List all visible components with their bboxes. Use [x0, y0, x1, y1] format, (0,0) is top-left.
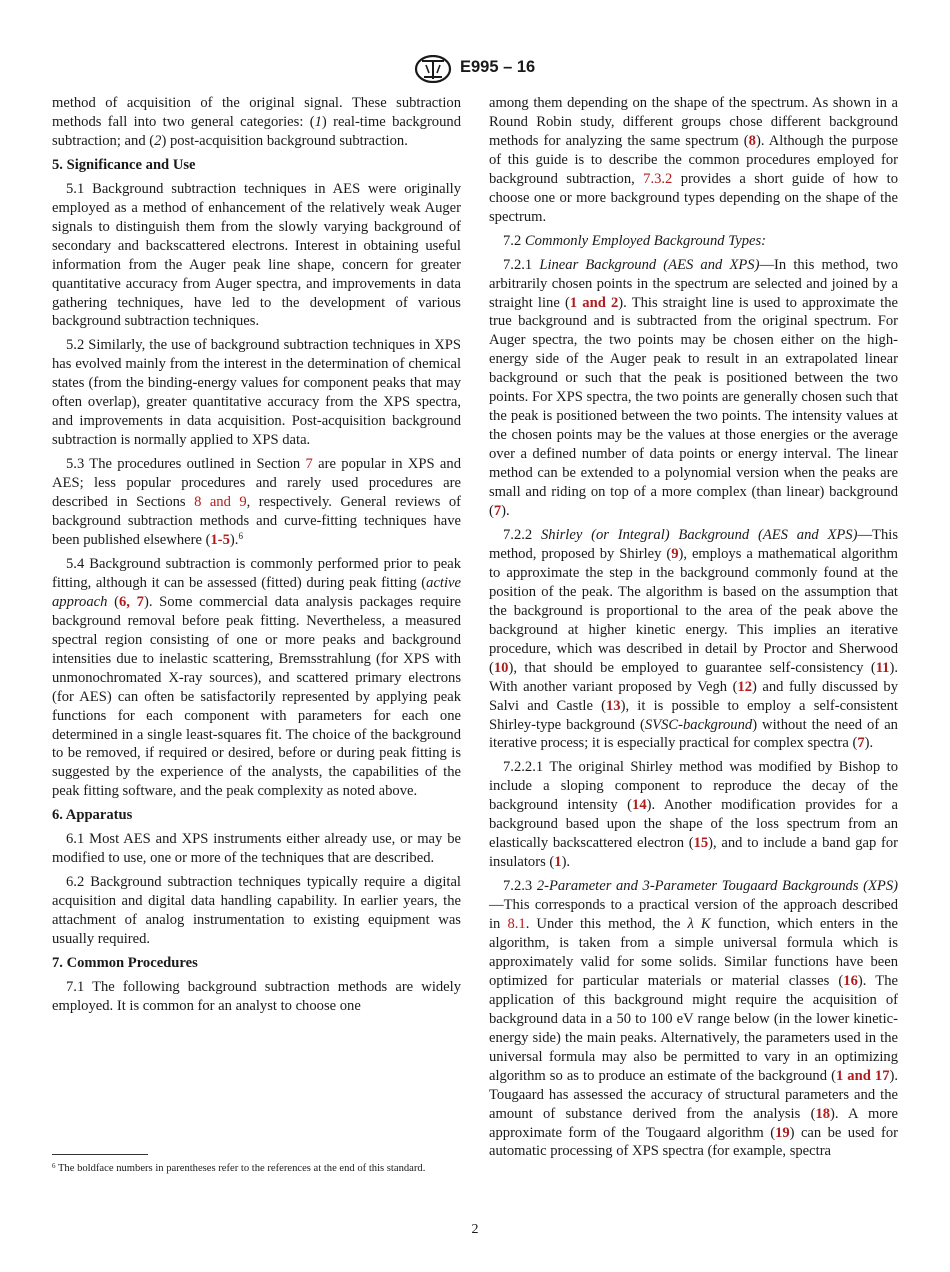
paragraph-7-1: 7.1 The following background subtraction methods are widely employed. It is common for an analyst to choose one	[52, 978, 461, 1014]
reference-link[interactable]: 1 and 17	[835, 1067, 890, 1084]
section-heading-5: 5. Significance and Use	[52, 156, 196, 173]
section-heading-7: 7. Common Procedures	[52, 954, 198, 971]
section-link-7[interactable]: 7	[305, 456, 313, 473]
reference-link[interactable]: 8	[748, 132, 756, 149]
footnote: $^6$ The boldface numbers in parentheses refer to the references at the end of this standard.	[52, 1162, 426, 1174]
reference-link[interactable]: 1	[554, 854, 562, 871]
reference-link[interactable]: 7	[857, 735, 865, 752]
footnote-marker: 6	[238, 530, 243, 541]
section-heading-6: 6. Apparatus	[52, 807, 133, 824]
paragraph-intro-continued: method of acquisition of the original signal. These subtraction methods fall into two general categories: (1) real-time background subtraction; and (2) post-acquisition background subtraction.	[52, 95, 461, 149]
reference-link[interactable]: 11	[875, 659, 890, 676]
section-link-8-1[interactable]: 8.1	[507, 916, 526, 933]
right-column	[489, 94, 898, 1166]
document-id: E995 – 16	[460, 58, 536, 76]
section-link-8-9[interactable]: 8 and 9	[194, 494, 247, 511]
reference-link[interactable]: 10	[493, 659, 509, 676]
reference-link[interactable]: 6, 7	[118, 593, 144, 610]
paragraph-7-2-3: 7.2.3 2-Parameter and 3-Parameter Tougaard Backgrounds (XPS)—This corresponds to a practical version of the approach described in 8.1. Under this method, the λ K function, which enters in the algorithm, is taken from a simple universal formula which is approximately valid for some solids. Similar functions have been optimized for particular materials or material classes (16). The application of this background might require the acquisition of background data in a 50 to 100 eV range below (in the lower kinetic-energy side) the main peaks. Alternatively, the parameters used in the universal formula may also be permitted to vary in an optimizing algorithm so as to produce an estimate of the background (1 and 17). Tougaard has assessed the accuracy of structural parameters and the amount of substance derived from the analysis (18). A more approximate form of the Tougaard algorithm (19) can be used for automatic processing of XPS spectra (for example, spectra	[489, 878, 899, 1160]
reference-link[interactable]: 1 and 2	[569, 294, 619, 311]
reference-link[interactable]: 19	[775, 1124, 790, 1141]
paragraph-5-1: 5.1 Background subtraction techniques in AES were originally employed as a method of enhancement of the relatively weak Auger signals to distinguish them from the slowly varying background of secondary and backscattered electrons. Interest in obtaining useful information from the Auger peak line shape, concern for greater quantitative accuracy from Auger spectra, and improvements in data gathering techniques, have led to the development of various background subtraction techniques.	[52, 180, 461, 330]
paragraph-5-3: 5.3 The procedures outlined in Section 7 are popular in XPS and AES; less popular procedures and rarely used procedures are described in Sections 8 and 9, respectively. General reviews of background subtraction methods and curve-fitting techniques have been published elsewhere (1-5).$^6$	[52, 456, 462, 548]
paragraph-7-2-1: 7.2.1 Linear Background (AES and XPS)—In this method, two arbitrarily chosen points in the spectrum are selected and joined by a straight line (1 and 2). This straight line is used to approximate the true background and is subtracted from the original spectrum. For Auger spectra, the two points may be chosen either on the high-energy side of the Auger peak to result in an extrapolated linear background or such that the peak is positioned between the two points. For XPS spectra, the two points are generally chosen such that the peak is positioned between the two points. The intensity values at the chosen points may be the values at those energies or the average over a defined number of data points or energy interval. The linear method can be extended to a polynomial version when the peaks are small and riding on top of a more complex (than linear) background (7).	[489, 256, 899, 520]
footnote-divider	[52, 1154, 148, 1155]
reference-link[interactable]: 7	[493, 503, 502, 520]
reference-link[interactable]: 13	[605, 697, 621, 714]
paragraph-7-2-2: 7.2.2 Shirley (or Integral) Background (AES and XPS)—This method, proposed by Shirley (9), employs a mathematical algorithm to approximate the step in the background commonly found at the position of the peak. The algorithm is based on the assumption that the background is proportional to the area of the peak above the background at higher kinetic energy. This implies an iterative procedure, which was described in detail by Proctor and Sherwood (10), that should be employed to guarantee self-consistency (11). With another variant proposed by Vegh (12) and fully discussed by Salvi and Castle (13), it is possible to employ a self-consistent Shirley-type background (SVSC-background) without the need of an iterative process; it is especially practical for complex spectra (7).	[489, 526, 898, 752]
paragraph-7-2-2-1: 7.2.2.1 The original Shirley method was modified by Bishop to include a sloping component to reproduce the decay of the background intensity (14). Another modification provides for a background based upon the shape of the loss spectrum from an elastically backscattered electron (15), and to include a band gap for insulators (1).	[489, 759, 898, 871]
reference-link[interactable]: 14	[632, 797, 647, 814]
paragraph-5-4: 5.4 Background subtraction is commonly performed prior to peak fitting, although it can be assessed (fitted) during peak fitting (active approach (6, 7). Some commercial data analysis packages require background removal before peak fitting. Nevertheless, a measured spectral region consisting of one or more peaks and background intensities due to inelastic scattering, Bremsstrahlung (for XPS with unmonochromated X-ray sources), and scattered primary electrons (for AES) can often be satisfactorily represented by applying peak functions for each component with parameters for each one determined in a single least-squares fit. The choice of the background to be removed, if required or desired, before or during peak fitting is suggested by the experience of the analysts, the capabilities of the peak fitting software, and the peak complexity as noted above.	[52, 555, 461, 800]
paragraph-6-1: 6.1 Most AES and XPS instruments either already use, or may be modified to use, one or more of the techniques that are described.	[52, 831, 461, 867]
paragraph-7-1-continued: among them depending on the shape of the spectrum. As shown in a Round Robin study, different groups chose different background methods for analyzing the same spectrum (8). Although the purpose of this guide is to describe the common procedures employed for background subtraction, 7.3.2 provides a short guide of how to choose one or more background types depending on the shape of the spectrum.	[489, 95, 898, 225]
reference-link[interactable]: 16	[843, 972, 858, 989]
astm-logo-icon	[414, 55, 452, 83]
left-column	[52, 94, 461, 1021]
reference-link[interactable]: 9	[671, 545, 679, 562]
reference-link[interactable]: 1-5	[210, 531, 230, 548]
reference-link[interactable]: 18	[815, 1105, 831, 1122]
section-link-7-3-2[interactable]: 7.3.2	[643, 170, 673, 187]
reference-link[interactable]: 15	[693, 835, 709, 852]
paragraph-7-2: 7.2 Commonly Employed Background Types:	[503, 232, 767, 249]
page-number: 2	[471, 1222, 479, 1237]
page-header	[0, 55, 950, 85]
paragraph-5-2: 5.2 Similarly, the use of background subtraction techniques in XPS has evolved mainly from the interest in the determination of chemical states (from the binding-energy values for component peaks that may often overlap), greater quantitative accuracy from the XPS spectra, and improvements in data acquisition. Post-acquisition background subtraction is normally applied to XPS data.	[52, 337, 461, 449]
reference-link[interactable]: 12	[737, 678, 753, 695]
paragraph-6-2: 6.2 Background subtraction techniques typically require a digital acquisition and digital data handling capability. In earlier years, the attachment of analog instrumentation to existing equipment was usually required.	[52, 874, 461, 948]
